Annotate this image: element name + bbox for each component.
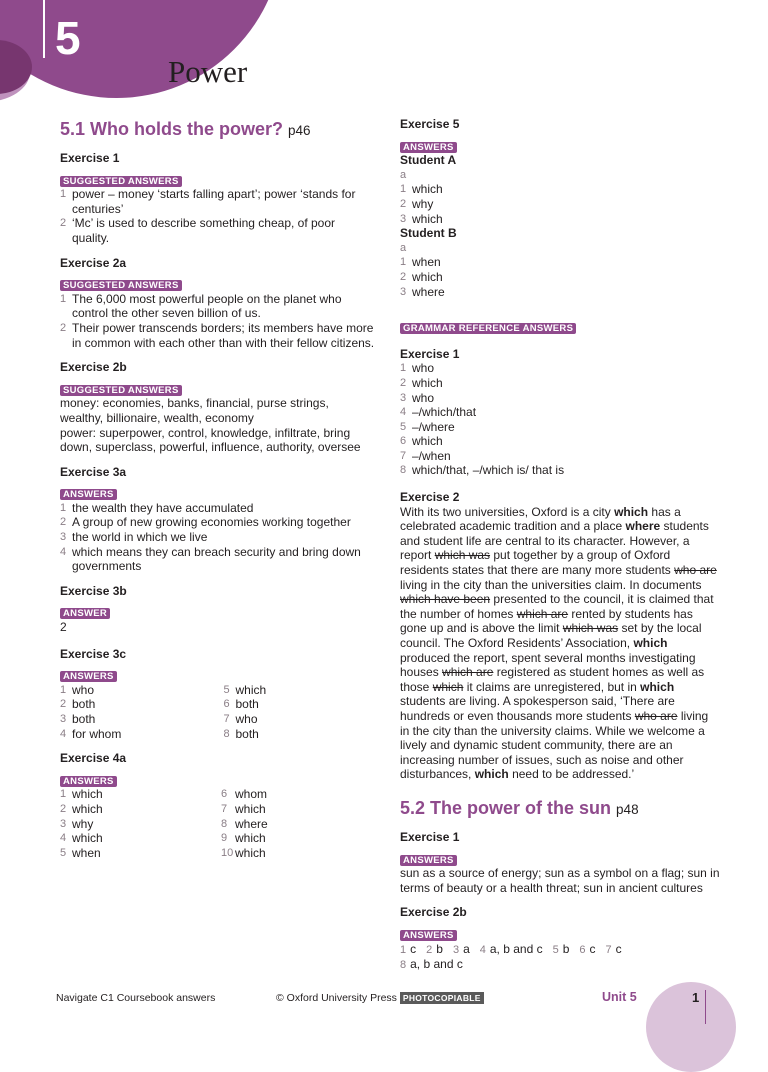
list-item: 8 which/that, –/which is/ that is [400, 463, 565, 478]
page-number-circle [646, 982, 736, 1072]
list-item: 2 which [400, 375, 443, 390]
list-item: 1 The 6,000 most powerful people on the planet who control the other seven billion of us. [60, 291, 342, 321]
right-column [400, 117, 720, 973]
answers-badge: ANSWERS [400, 930, 457, 941]
section-title-5-2: 5.2 The power of the sun p48 [400, 797, 639, 818]
list-item: 3 the world in which we live [60, 530, 208, 545]
list-item: 1 which [400, 182, 443, 197]
answers-badge: SUGGESTED ANSWERS [60, 176, 182, 187]
list-item: 1 power – money ‘starts falling apart’; power ‘stands for centuries’ [60, 187, 356, 216]
grammar-exercise-1: Exercise 1 1 who 2 which 3 who 4 –/which/that 5 –/where 6 which 7 –/when 8 which/that, –/which is/ that is [400, 347, 720, 478]
list-item: 4 –/which/that [400, 405, 477, 420]
page-number-divider [705, 990, 706, 1024]
list-item: 10 which [221, 845, 266, 860]
list-item: 1 who [400, 361, 435, 376]
list-item: 4 for whom [60, 726, 122, 741]
list-item: 4 which [60, 831, 103, 846]
exercise-3c: Exercise 3c ANSWERS 1 who 2 both 3 both 4 for whom 5 which 6 both 7 who 8 both [60, 647, 375, 742]
answers-badge: ANSWER [60, 608, 110, 619]
footer-copyright: © Oxford University Press PHOTOCOPIABLE [276, 992, 484, 1004]
list-item: 2 why [400, 196, 434, 211]
list-item: 1 the wealth they have accumulated [60, 500, 254, 515]
unit-number: 5 [55, 12, 81, 64]
left-column [60, 117, 375, 860]
exercise-5: Exercise 5 ANSWERS Student A a 1 which 2 why 3 which Student B a 1 when 2 which 3 where [400, 117, 720, 299]
list-item: 1 which [60, 787, 103, 802]
list-item: 2 ‘Mc’ is used to describe something cheap, of poor quality. [60, 216, 336, 245]
list-item: 6 which [400, 434, 443, 449]
list-item: 1 when [400, 255, 441, 270]
list-item: 5 –/where [400, 419, 455, 434]
list-item: 7 who [223, 712, 258, 726]
photocopiable-badge: PHOTOCOPIABLE [400, 992, 484, 1004]
list-item: 7 which [221, 801, 266, 816]
footer-unit: Unit 5 [602, 990, 637, 1004]
list-item: 3 where [400, 284, 445, 299]
section-title-5-1: 5.1 Who holds the power? p46 [60, 119, 311, 139]
list-item: 6 both [223, 697, 259, 712]
list-item: 5 when [60, 845, 101, 860]
list-item: 3 which [400, 211, 443, 226]
list-item: 3 who [400, 390, 435, 405]
answers-badge: ANSWERS [400, 855, 457, 866]
list-item: 9 which [221, 831, 266, 846]
inline-answer-list: 1 c 2 b 3 a 4 a, b and c 5 b 6 c 7 c [400, 941, 622, 956]
answers-badge: SUGGESTED ANSWERS [60, 280, 182, 291]
list-item: 3 why [60, 816, 94, 831]
page-number: 1 [692, 990, 700, 1005]
list-item: 8 both [223, 726, 259, 741]
list-item: 2 A group of new growing economies working together [60, 515, 351, 530]
exercise-4a: Exercise 4a ANSWERS 1 which 2 which 3 why 4 which 5 when 6 whom 7 which 8 where 9 which 10 which [60, 751, 375, 860]
list-item: 4 which means they can breach security and bring down governments [60, 544, 361, 574]
sun-exercise-1: Exercise 1 ANSWERS sun as a source of energy; sun as a symbol on a flag; sun in terms of beauty or a health threat; sun in ancient cultures [400, 829, 720, 895]
exercise-1: Exercise 1 SUGGESTED ANSWERS 1 power – money ‘starts falling apart’; power ‘stands for centuries’ 2 ‘Mc’ is used to describe something cheap, of poor quality. [60, 151, 375, 246]
exercise-2a: Exercise 2a SUGGESTED ANSWERS 1 The 6,000 most powerful people on the planet who control the other seven billion of us. 2 Their power transcends borders; its members have more in common with each other than with their fellow citizens. [60, 255, 375, 350]
list-item: 1 who [60, 682, 95, 697]
grammar-exercise-2: Exercise 2 With its two universities, Oxford is a city which has a celebrated academic tradition and a place where students and student life are central to its character. However, a report which was put together by a group of Oxford residents states that there are many more students who are living in the city than the universities claim. In documents which have been presented to the council, it is claimed that the number of homes which are rented by students has gone up and is above the limit which was set by the local council. The Oxford Residents’ Association, which produced the report, spent several months investigating houses which are registered as student homes as well as those which it claims are unregistered, but in which students are living. A spokesperson said, ‘There are hundreds or even thousands more students who are living in the city than the university claims. While we welcome a lively and dynamic student community, there are an increasing number of issues, such as noise and other disturbances, which need to be addressed.’ [400, 490, 720, 782]
answers-badge: SUGGESTED ANSWERS [60, 385, 182, 396]
exercise-3b: Exercise 3b ANSWER 2 [60, 583, 127, 635]
exercise-3a: Exercise 3a ANSWERS 1 the wealth they have accumulated 2 A group of new growing economies working together 3 the world in which we live 4 which means they can breach security and bring down governments [60, 465, 375, 574]
list-item: 7 –/when [400, 448, 451, 463]
page-title: Power [168, 54, 248, 89]
answers-badge: ANSWERS [60, 489, 117, 500]
list-item: 5 which [223, 682, 267, 697]
list-item: 2 which [60, 801, 103, 816]
grammar-reference-badge: GRAMMAR REFERENCE ANSWERS [400, 323, 576, 334]
header-divider [43, 0, 45, 58]
list-item: 6 whom [221, 787, 268, 802]
answers-badge: ANSWERS [60, 776, 117, 787]
footer-book-title: Navigate C1 Coursebook answers [56, 992, 216, 1004]
exercise-2b: Exercise 2b SUGGESTED ANSWERS money: economies, banks, financial, purse strings, wealthy, billionaire, wealth, economy power: superpower, control, knowledge, infiltrate, bring down, superclass, powerful, influence, authority, oversee [60, 360, 361, 455]
list-item: 2 Their power transcends borders; its members have more in common with each other than with their fellow citizens. [60, 320, 375, 350]
list-item: 2 which [400, 269, 443, 284]
grammar-exercise-2-text: With its two universities, Oxford is a city which has a celebrated academic tradition and a place where students and student life are central to its character. However, a report which was put together by a group of Oxford residents states that there are many more students who are living in the city than the universities claim. In documents which have been presented to the council, it is claimed that the number of homes which are rented by students has gone up and is above the limit which was set by the local council. The Oxford Residents’ Association, which produced the report, spent several months investigating houses which are registered as student homes as well as those which it claims are unregistered, but in which students are living. A spokesperson said, ‘There are hundreds or even thousands more students who are living in the city than the university claims. While we welcome a lively and dynamic student community, there are an increasing number of issues, such as noise and other disturbances, which need to be addressed.’ [400, 504, 717, 782]
list-item: 8 where [221, 816, 268, 831]
answers-badge: ANSWERS [60, 671, 117, 682]
list-item: 2 both [60, 697, 96, 712]
sun-exercise-2b: Exercise 2b ANSWERS 1 c 2 b 3 a 4 a, b and c 5 b 6 c 7 c 8 a, b and c [400, 905, 720, 972]
answers-badge: ANSWERS [400, 142, 457, 153]
list-item: 3 both [60, 712, 96, 726]
